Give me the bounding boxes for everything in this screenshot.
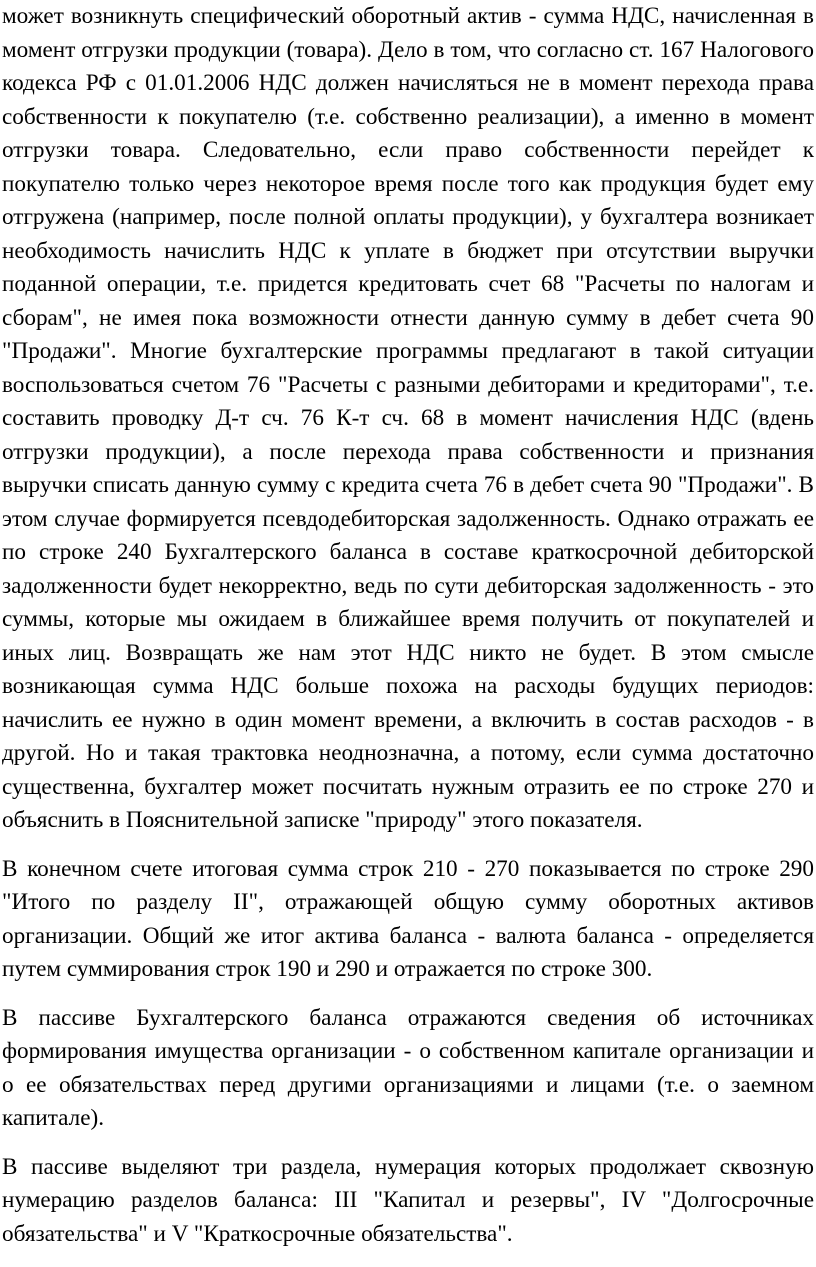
- paragraph-section-ii-total: В конечном счете итоговая сумма строк 210 - 270 показывается по строке 290 "Итого по разделу II", отражающей общую сумму оборотных активов организации. Общий же итог актива баланса - валюта баланса - определяется путем суммирования строк 190 и 290 и отражается по строке 300.: [2, 855, 814, 982]
- document-page: [2, 0, 814, 1251]
- paragraph-liabilities-sections: В пассиве выделяют три раздела, нумерация которых продолжает сквозную нумерацию разделов баланса: III "Капитал и резервы", IV "Долгосрочные обязательства" и V "Краткосрочные обязательства".: [2, 1153, 814, 1247]
- paragraph-liabilities-overview: В пассиве Бухгалтерского баланса отражаются сведения об источниках формирования имущества организации - о собственном капитале организации и о ее обязательствах перед другими организациями и лицами (т.е. о заемном капитале).: [2, 1004, 814, 1131]
- paragraph-vat-shipment: может возникнуть специфический оборотный актив - сумма НДС, начисленная в момент отгрузки продукции (товара). Дело в том, что согласно ст. 167 Налогового кодекса РФ с 01.01.2006 НДС должен начисляться не в момент перехода права собственности к покупателю (т.е. собственно реализации), а именно в момент отгрузки товара. Следовательно, если право собственности перейдет к покупателю только через некоторое время после того как продукция будет ему отгружена (например, после полной оплаты продукции), у бухгалтера возникает необходимость начислить НДС к уплате в бюджет при отсутствии выручки поданной операции, т.е. придется кредитовать счет 68 "Расчеты по налогам и сборам", не имея пока возможности отнести данную сумму в дебет счета 90 "Продажи". Многие бухгалтерские программы предлагают в такой ситуации воспользоваться счетом 76 "Расчеты с разными дебиторами и кредиторами", т.е. составить проводку Д-т сч. 76 К-т сч. 68 в момент начисления НДС (вдень отгрузки продукции), а после перехода права собственности и признания выручки списать данную сумму с кредита счета 76 в дебет счета 90 "Продажи". В этом случае формируется псевдодебиторская задолженность. Однако отражать ее по строке 240 Бухгалтерского баланса в составе краткосрочной дебиторской задолженности будет некорректно, ведь по сути дебиторская задолженность - это суммы, которые мы ожидаем в ближайшее время получить от покупателей и иных лиц. Возвращать же нам этот НДС никто не будет. В этом смысле возникающая сумма НДС больше похожа на расходы будущих периодов: начислить ее нужно в один момент времени, а включить в состав расходов - в другой. Но и такая трактовка неоднозначна, а потому, если сумма достаточно существенна, бухгалтер может посчитать нужным отразить ее по строке 270 и объяснить в Пояснительной записке "природу" этого показателя.: [2, 3, 814, 833]
